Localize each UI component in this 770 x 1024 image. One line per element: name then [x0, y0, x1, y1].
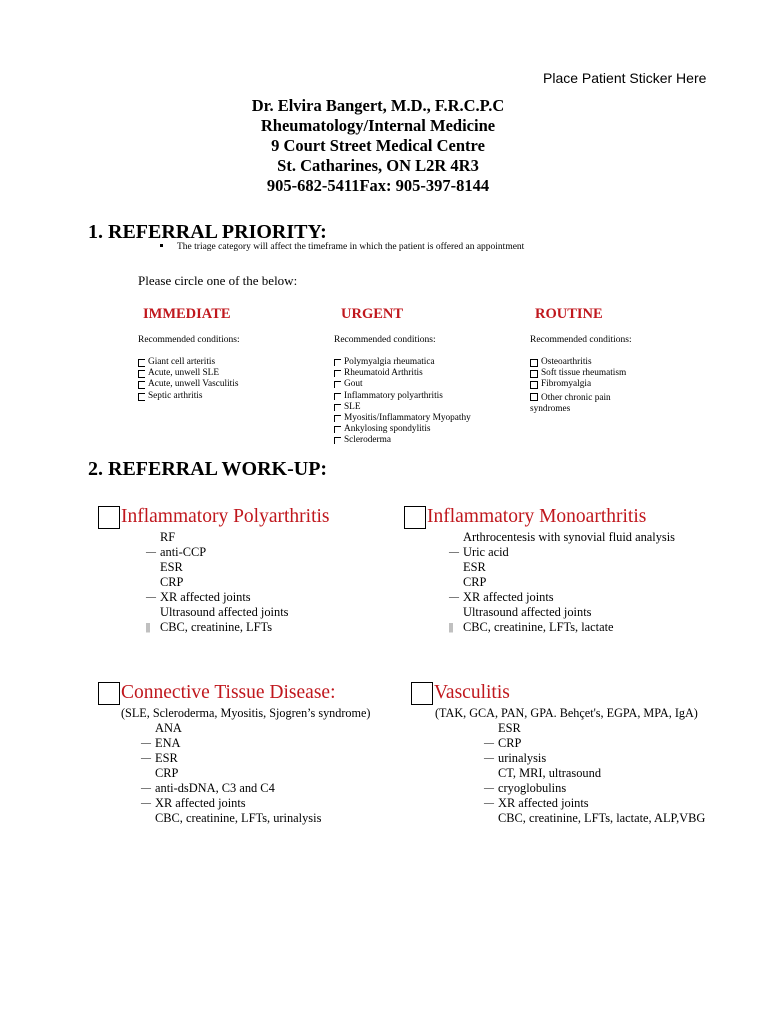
test-item: ESR	[160, 560, 183, 574]
ctd-tests	[141, 721, 322, 826]
checkbox-icon[interactable]: —	[484, 753, 494, 764]
vasculitis-checkbox[interactable]	[411, 682, 433, 705]
condition-item[interactable]: Other chronic pain syndromes	[530, 392, 611, 414]
section-referral-workup-title: 2. REFERRAL WORK-UP:	[88, 458, 328, 480]
condition-item[interactable]: Inflammatory polyarthritis	[334, 391, 471, 402]
checkbox-icon[interactable]	[530, 359, 538, 367]
priority-urgent-rec: Recommended conditions:	[334, 335, 436, 345]
test-item: CT, MRI, ultrasound	[498, 766, 602, 780]
test-item: — urinalysis	[484, 751, 547, 765]
city-line: St. Catharines, ON L2R 4R3	[277, 156, 479, 175]
ctd-checkbox[interactable]	[98, 682, 120, 705]
test-item: Arthrocentesis with synovial fluid analysis	[463, 530, 675, 544]
condition-item[interactable]: Septic arthritis	[138, 391, 238, 402]
test-item: CRP	[155, 766, 179, 780]
test-item: — XR affected joints	[146, 590, 251, 604]
test-item: — XR affected joints	[449, 590, 554, 604]
priority-immediate-title[interactable]: IMMEDIATE	[143, 306, 231, 322]
monoarthritis-title: Inflammatory Monoarthritis	[427, 506, 647, 527]
circle-instruction: Please circle one of the below:	[138, 273, 298, 288]
checkbox-icon[interactable]	[530, 393, 538, 401]
condition-item[interactable]: Osteoarthritis	[530, 357, 630, 368]
checkbox-icon[interactable]: —	[141, 798, 151, 809]
test-item: — anti-dsDNA, C3 and C4	[141, 781, 275, 795]
test-item: — ENA	[141, 736, 181, 750]
condition-item[interactable]: Fibromyalgia	[530, 379, 630, 390]
condition-item[interactable]: Ankylosing spondylitis	[334, 424, 471, 435]
priority-routine-title[interactable]: ROUTINE	[535, 306, 603, 322]
test-item: CBC, creatinine, LFTs, urinalysis	[155, 811, 322, 825]
priority-routine-rec: Recommended conditions:	[530, 335, 632, 345]
test-item: ANA	[155, 721, 182, 735]
vasculitis-tests	[484, 721, 706, 826]
section-referral-priority-title: 1. REFERRAL PRIORITY:	[88, 221, 327, 243]
doctor-name: Dr. Elvira Bangert, M.D., F.R.C.P.C	[251, 96, 505, 115]
checkbox-icon[interactable]: —	[449, 547, 459, 558]
checkbox-icon[interactable]: —	[484, 783, 494, 794]
monoarthritis-checkbox[interactable]	[404, 506, 426, 529]
condition-item[interactable]: Acute, unwell SLE	[138, 368, 238, 379]
checkbox-icon[interactable]	[530, 381, 538, 389]
test-item: — XR affected joints	[141, 796, 246, 810]
checkbox-icon[interactable]	[334, 359, 341, 366]
test-item: — cryoglobulins	[484, 781, 567, 795]
test-item: CRP	[463, 575, 487, 589]
test-item: — ESR	[141, 751, 178, 765]
condition-item[interactable]: Acute, unwell Vasculitis	[138, 379, 238, 390]
condition-item[interactable]: Polymyalgia rheumatica	[334, 357, 471, 368]
checkbox-icon[interactable]: —	[449, 592, 459, 603]
test-item: — XR affected joints	[484, 796, 589, 810]
checkbox-icon[interactable]	[530, 370, 538, 378]
test-item: || CBC, creatinine, LFTs, lactate	[449, 620, 614, 634]
test-item: — Uric acid	[449, 545, 509, 559]
test-item: Ultrasound affected joints	[160, 605, 289, 619]
routine-conditions	[530, 357, 630, 415]
triage-note-text: The triage category will affect the timeframe in which the patient is offered an appointment	[177, 242, 525, 252]
checkbox-icon[interactable]: ||	[146, 622, 151, 633]
checkbox-icon[interactable]: —	[146, 547, 156, 558]
checkbox-icon[interactable]	[138, 359, 145, 367]
condition-item[interactable]: Giant cell arteritis	[138, 357, 238, 368]
address-line: 9 Court Street Medical Centre	[271, 136, 485, 155]
test-item: — CRP	[484, 736, 522, 750]
checkbox-icon[interactable]	[334, 393, 341, 400]
bullet-icon	[160, 244, 163, 247]
checkbox-icon[interactable]	[334, 437, 341, 444]
condition-item[interactable]: Rheumatoid Arthritis	[334, 368, 471, 379]
checkbox-icon[interactable]	[138, 381, 145, 389]
test-item: ESR	[498, 721, 521, 735]
condition-item[interactable]: Myositis/Inflammatory Myopathy	[334, 413, 471, 424]
checkbox-icon[interactable]	[334, 426, 341, 433]
checkbox-icon[interactable]	[138, 393, 145, 401]
priority-urgent-title[interactable]: URGENT	[341, 306, 404, 322]
specialty: Rheumatology/Internal Medicine	[260, 116, 496, 135]
checkbox-icon[interactable]: ||	[449, 622, 454, 633]
checkbox-icon[interactable]	[334, 404, 341, 411]
checkbox-icon[interactable]: —	[146, 592, 156, 603]
triage-note	[160, 242, 524, 252]
ctd-subtitle: (SLE, Scleroderma, Myositis, Sjogren’s syndrome)	[121, 706, 371, 720]
immediate-conditions	[138, 357, 238, 402]
checkbox-icon[interactable]: —	[484, 738, 494, 749]
test-item: || CBC, creatinine, LFTs	[146, 620, 273, 634]
condition-item[interactable]: Scleroderma	[334, 435, 471, 446]
ctd-title: Connective Tissue Disease:	[121, 682, 336, 703]
test-item: Ultrasound affected joints	[463, 605, 592, 619]
checkbox-icon[interactable]	[138, 370, 145, 378]
checkbox-icon[interactable]: —	[484, 798, 494, 809]
checkbox-icon[interactable]: —	[141, 738, 151, 749]
urgent-conditions	[334, 357, 471, 447]
polyarthritis-tests	[146, 530, 289, 635]
checkbox-icon[interactable]: —	[141, 783, 151, 794]
condition-item[interactable]: Gout	[334, 379, 471, 390]
test-item: RF	[160, 530, 176, 544]
test-item: CBC, creatinine, LFTs, lactate, ALP,VBG	[498, 811, 706, 825]
polyarthritis-title: Inflammatory Polyarthritis	[121, 506, 330, 527]
condition-item[interactable]: Soft tissue rheumatism	[530, 368, 630, 379]
polyarthritis-checkbox[interactable]	[98, 506, 120, 529]
patient-sticker-label: Place Patient Sticker Here	[543, 70, 707, 86]
checkbox-icon[interactable]	[334, 381, 341, 388]
condition-item[interactable]: SLE	[334, 402, 471, 413]
phone-fax: 905-682-5411Fax: 905-397-8144	[266, 176, 490, 195]
test-item: ESR	[463, 560, 486, 574]
test-item: — anti-CCP	[146, 545, 207, 559]
monoarthritis-tests	[449, 530, 675, 635]
checkbox-icon[interactable]	[334, 415, 341, 422]
checkbox-icon[interactable]: —	[141, 753, 151, 764]
test-item: CRP	[160, 575, 184, 589]
vasculitis-subtitle: (TAK, GCA, PAN, GPA. Behçet's, EGPA, MPA, IgA)	[435, 706, 698, 720]
vasculitis-title: Vasculitis	[434, 682, 510, 703]
letterhead	[0, 96, 770, 196]
checkbox-icon[interactable]	[334, 370, 341, 377]
priority-immediate-rec: Recommended conditions:	[138, 335, 240, 345]
